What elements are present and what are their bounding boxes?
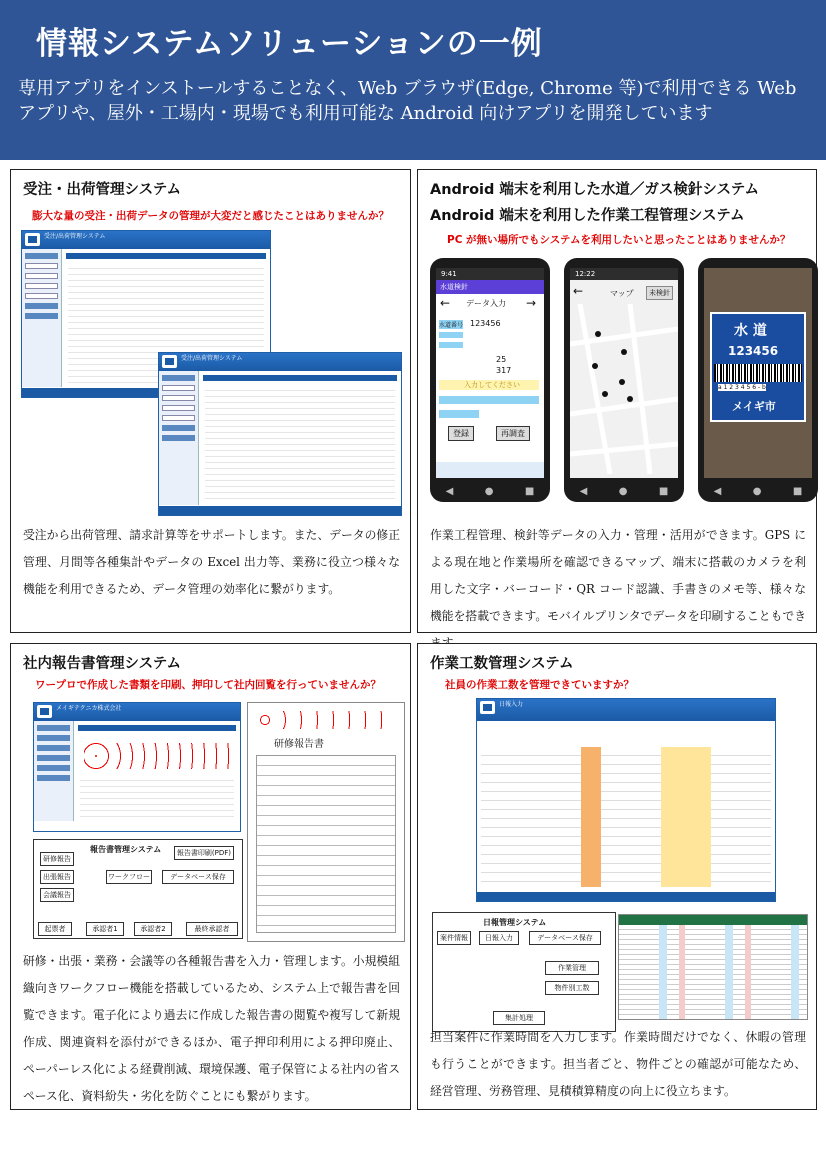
work-flow-hours: 物件別工数 <box>545 981 599 995</box>
panel-android-title-1: Android 端末を利用した水道／ガス検針システム <box>430 182 759 198</box>
nav-back-icon[interactable]: ◀ <box>445 485 454 497</box>
phone-map: 12:22 ← マップ 未検針 ◀ ● ■ <box>564 258 684 502</box>
order-screen-1-title: 受注/出荷管理システム <box>44 233 106 240</box>
report-screen: メイギテクニカ株式会社 <box>33 702 241 832</box>
phone2-unread-button[interactable]: 未検針 <box>646 286 673 300</box>
work-screen-title: 日報入力 <box>499 701 524 708</box>
panel-work-question: 社員の作業工数を管理できていますか？ <box>445 679 634 691</box>
report-document <box>247 702 405 942</box>
nav-home-icon[interactable]: ● <box>484 485 494 497</box>
panel-order-question: 膨大な量の受注・出荷データの管理が大変だと感じたことはありませんか？ <box>32 210 389 222</box>
work-flow-projects: 案件情報 <box>437 931 471 945</box>
flow-box-training: 研修報告 <box>40 852 74 866</box>
flow-box-approver-2: 承認者2 <box>134 922 172 936</box>
flow-box-meeting: 会議報告 <box>40 888 74 902</box>
panel-android-question: PC が無い場所でもシステムを利用したいと思ったことはありませんか？ <box>447 234 791 246</box>
phone-camera: 水 道 123456 a 1 2 3 4 5 6 - b メイギ市 ◀ ● ■ <box>698 258 818 502</box>
excel-spreadsheet <box>618 914 808 1020</box>
phone1-value-1: 25 <box>496 355 507 364</box>
work-flow-aggregate: 集計処理 <box>493 1011 545 1025</box>
work-flow-management: 作業管理 <box>545 961 599 975</box>
phone2-title: マップ <box>610 289 634 298</box>
work-flow-input: 日報入力 <box>479 931 519 945</box>
plate-barcode-text: a 1 2 3 4 5 6 - b <box>718 384 766 391</box>
flow-box-final-approver: 最終承認者 <box>186 922 238 936</box>
panel-report-desc: 研修・出張・業務・会議等の各種報告書を入力・管理します。小規模組織向きワークフロー機能を搭載しているため、システム上で報告書を回覧できます。電子化により過去に作成した報告書の閲覧や複写して新規作成、関連資料を添付ができるほか、電子押印利用による押印廃止、ペーパーレス化による経費削減、環境保護、電子保管による社内の省スペース化、資料紛失・劣化を防ぐことにも繋がります。 <box>23 954 400 1103</box>
flow-box-trip: 出張報告 <box>40 870 74 884</box>
panel-order-title: 受注・出荷管理システム <box>23 182 182 198</box>
phone-meter-input <box>430 258 550 502</box>
phone1-header: 水道検針 <box>436 280 544 294</box>
flow-box-workflow: ワークフロー <box>106 870 152 884</box>
flow-box-author: 起票者 <box>38 922 72 936</box>
phone1-back-icon[interactable]: ← <box>440 296 451 310</box>
plate-title: 水 道 <box>734 323 767 339</box>
panel-report <box>10 643 411 1110</box>
panel-report-question: ワープロで作成した書類を印刷、押印して社内回覧を行っていませんか？ <box>35 679 381 691</box>
nav-recent-icon[interactable]: ■ <box>524 485 535 497</box>
flow-box-database: データベース保存 <box>162 870 234 884</box>
work-flow-database: データベース保存 <box>529 931 601 945</box>
phone1-meter-label: 水道番号 <box>439 322 464 329</box>
phone1-prompt[interactable]: 入力してください <box>464 381 520 389</box>
phone2-back-icon[interactable]: ← <box>573 284 584 298</box>
header-banner <box>0 0 826 160</box>
phone1-forward-icon[interactable]: → <box>526 296 537 310</box>
page-title: 情報システムソリューションの一例 <box>36 26 543 62</box>
work-flow-diagram <box>432 912 616 1032</box>
flow-box-approver-1: 承認者1 <box>86 922 124 936</box>
plate-city: メイギ市 <box>732 400 776 413</box>
panel-order <box>10 169 411 633</box>
work-flow-title: 日報管理システム <box>483 918 547 927</box>
plate-number: 123456 <box>728 344 779 358</box>
order-screen-2 <box>158 352 402 516</box>
report-flow-title: 報告書管理システム <box>90 845 162 854</box>
phone1-nav-title: データ入力 <box>466 299 506 308</box>
work-screen <box>476 698 776 902</box>
panel-android-desc: 作業工程管理、検針等データの入力・管理・活用ができます。GPS による現在地と作業場所を確認できるマップ、端末に搭載のカメラを利用した文字・バーコード・QR コード認識、手書きのメモ等、様々な機能を搭載できます。モバイルプリンタでデータを印刷することもでき <box>430 528 806 623</box>
panel-work <box>417 643 817 1110</box>
panel-work-title: 作業工数管理システム <box>430 656 574 672</box>
panel-work-desc: 担当案件に作業時間を入力します。作業時間だけでなく、休暇の管理も行うことができます。担当者ごと、物件ごとの確認が可能なため、経営管理、労務管理、見積積算精度の向上に役立ちます。 <box>430 1030 806 1098</box>
phone1-value-2: 317 <box>496 366 512 375</box>
phone1-meter-no: 123456 <box>470 319 501 328</box>
phone1-recheck-button[interactable]: 再調査 <box>496 426 530 441</box>
work-hours-grid <box>481 747 771 887</box>
order-screen-2-title: 受注/出荷管理システム <box>181 355 243 362</box>
panel-order-desc: 受注から出荷管理、請求計算等をサポートします。また、データの修正管理、月間等各種集計やデータの Excel 出力等、業務に役立つ様々な機能を利用できるため、データ管理の効率化に繋がります。 <box>23 528 400 596</box>
flow-box-print: 報告書印刷(PDF) <box>174 846 234 860</box>
report-flow-diagram <box>33 839 243 939</box>
barcode-icon <box>714 364 802 382</box>
panel-android <box>417 169 817 633</box>
phone-status-bar: 9:41 <box>436 268 544 280</box>
lead-text: 専用アプリをインストールすることなく、Web ブラウザ(Edge, Chrome 等)で利用できる Web アプリや、屋外・工場内・現場でも利用可能な Android 向けアプリを開発しています <box>18 78 797 124</box>
map-view[interactable] <box>570 304 678 474</box>
report-doc-title: 研修報告書 <box>274 739 324 750</box>
panel-report-title: 社内報告書管理システム <box>23 656 182 672</box>
panel-android-title-2: Android 端末を利用した作業工程管理システム <box>430 208 745 224</box>
phone1-register-button[interactable]: 登録 <box>448 426 474 441</box>
